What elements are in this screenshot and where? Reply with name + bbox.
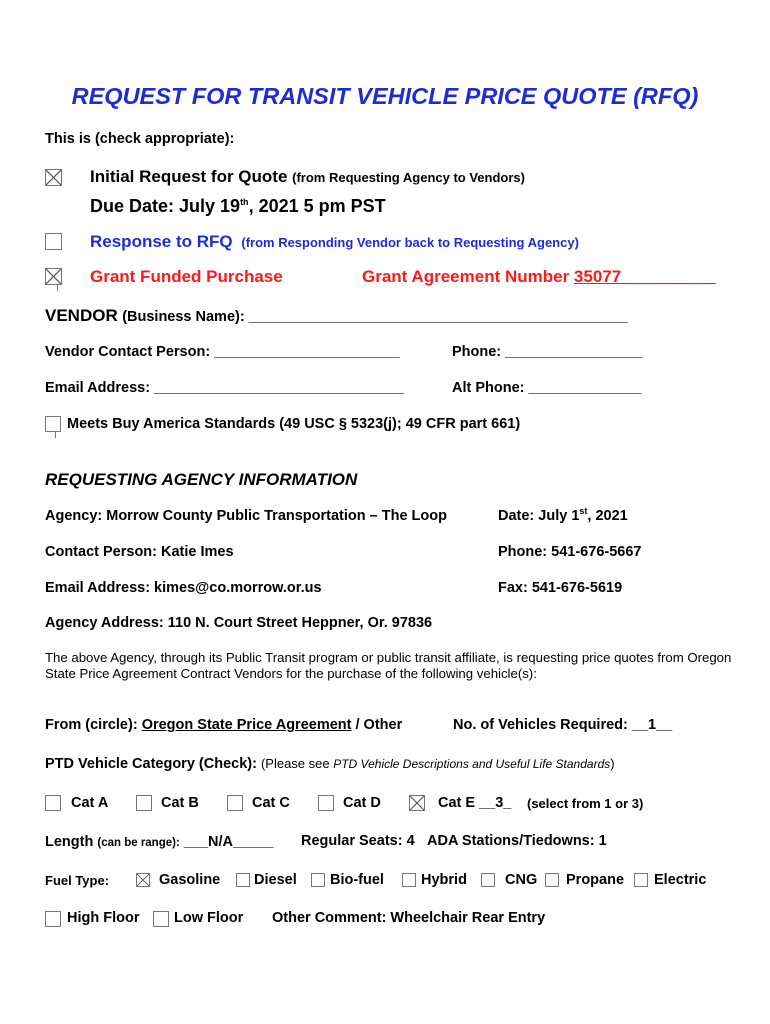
check-x-icon <box>46 170 61 185</box>
fuel-diesel-label: Diesel <box>254 872 297 888</box>
vendor-phone-field[interactable]: Phone: _________________ <box>452 344 643 360</box>
fuel-biofuel-checkbox[interactable] <box>311 873 325 887</box>
initial-request-checkbox[interactable] <box>45 169 62 186</box>
buy-america-checkbox[interactable] <box>45 416 61 432</box>
cat-a-label: Cat A <box>71 795 109 811</box>
agency-address: Agency Address: 110 N. Court Street Heppner, Or. 97836 <box>45 615 433 631</box>
cat-c-label: Cat C <box>252 795 290 811</box>
agency-phone: Phone: 541-676-5667 <box>498 544 642 560</box>
fuel-cng-label: CNG <box>505 872 538 888</box>
due-date: Due Date: July 19th, 2021 5 pm PST <box>90 196 386 216</box>
vendor-business-line[interactable]: VENDOR (Business Name): _______________________________________________ <box>45 306 628 325</box>
agency-email: Email Address: kimes@co.morrow.or.us <box>45 580 322 596</box>
fuel-electric-checkbox[interactable] <box>634 873 648 887</box>
agency-date: Date: July 1st, 2021 <box>498 506 628 524</box>
cat-a-checkbox[interactable] <box>45 795 61 811</box>
response-checkbox[interactable] <box>45 233 62 250</box>
fuel-type-label: Fuel Type: <box>45 873 110 888</box>
vendor-alt-phone-field[interactable]: Alt Phone: ______________ <box>452 380 642 396</box>
from-selection[interactable]: From (circle): Oregon State Price Agreement / Other <box>45 717 403 733</box>
num-vehicles[interactable]: No. of Vehicles Required: __1__ <box>453 717 673 733</box>
other-comment: Other Comment: Wheelchair Rear Entry <box>272 910 546 926</box>
buy-america-label: Meets Buy America Standards (49 USC § 5323(j); 49 CFR part 661) <box>67 416 521 432</box>
cat-note: (select from 1 or 3) <box>527 796 644 811</box>
high-floor-checkbox[interactable] <box>45 911 61 927</box>
fuel-biofuel-label: Bio-fuel <box>330 872 384 888</box>
low-floor-checkbox[interactable] <box>153 911 169 927</box>
page-title: REQUEST FOR TRANSIT VEHICLE PRICE QUOTE (RFQ) <box>71 83 699 109</box>
cat-b-checkbox[interactable] <box>136 795 152 811</box>
response-label: Response to RFQ (from Responding Vendor back to Requesting Agency) <box>90 232 579 251</box>
cat-d-label: Cat D <box>343 795 381 811</box>
fuel-gasoline-label: Gasoline <box>159 872 221 888</box>
fuel-hybrid-label: Hybrid <box>421 872 467 888</box>
fuel-propane-checkbox[interactable] <box>545 873 559 887</box>
high-floor-label: High Floor <box>67 910 140 926</box>
grant-label: Grant Funded Purchase <box>90 267 283 286</box>
low-floor-label: Low Floor <box>174 910 244 926</box>
agency-fax: Fax: 541-676-5619 <box>498 580 623 596</box>
fuel-cng-checkbox[interactable] <box>481 873 495 887</box>
length-field[interactable]: Length (can be range): ___N/A_____ <box>45 834 274 850</box>
vendor-email-field[interactable]: Email Address: _______________________________ <box>45 380 405 396</box>
check-x-icon <box>137 874 149 886</box>
check-x-icon <box>410 796 424 810</box>
category-line: PTD Vehicle Category (Check): (Please see PTD Vehicle Descriptions and Useful Life Standards) <box>45 756 615 772</box>
grant-agreement[interactable]: Grant Agreement Number 35077__________ <box>362 267 716 286</box>
regular-seats: Regular Seats: 4 <box>301 833 415 849</box>
check-x-icon <box>46 269 61 284</box>
agency-heading: REQUESTING AGENCY INFORMATION <box>45 470 358 489</box>
fuel-propane-label: Propane <box>566 872 625 888</box>
grant-checkbox[interactable] <box>45 268 62 285</box>
intro-text: This is (check appropriate): <box>45 131 235 147</box>
fuel-gasoline-checkbox[interactable] <box>136 873 150 887</box>
cat-d-checkbox[interactable] <box>318 795 334 811</box>
cat-c-checkbox[interactable] <box>227 795 243 811</box>
agency-name: Agency: Morrow County Public Transportation – The Loop <box>45 508 447 524</box>
cat-e-label: Cat E __3_ <box>438 795 512 811</box>
initial-request-label: Initial Request for Quote (from Requesting Agency to Vendors) <box>90 167 525 186</box>
cat-b-label: Cat B <box>161 795 199 811</box>
agency-contact: Contact Person: Katie Imes <box>45 544 234 560</box>
vendor-contact-field[interactable]: Vendor Contact Person: _______________________ <box>45 344 400 360</box>
fuel-diesel-checkbox[interactable] <box>236 873 250 887</box>
cat-e-checkbox[interactable] <box>409 795 425 811</box>
fuel-hybrid-checkbox[interactable] <box>402 873 416 887</box>
ada-stations: ADA Stations/Tiedowns: 1 <box>427 833 607 849</box>
fuel-electric-label: Electric <box>654 872 707 888</box>
agency-paragraph: The above Agency, through its Public Transit program or public transit affiliate, is requesting price quotes from Oregon State Price Agreement Contract Vendors for the purchase of the following vehicle(s): <box>45 650 732 681</box>
